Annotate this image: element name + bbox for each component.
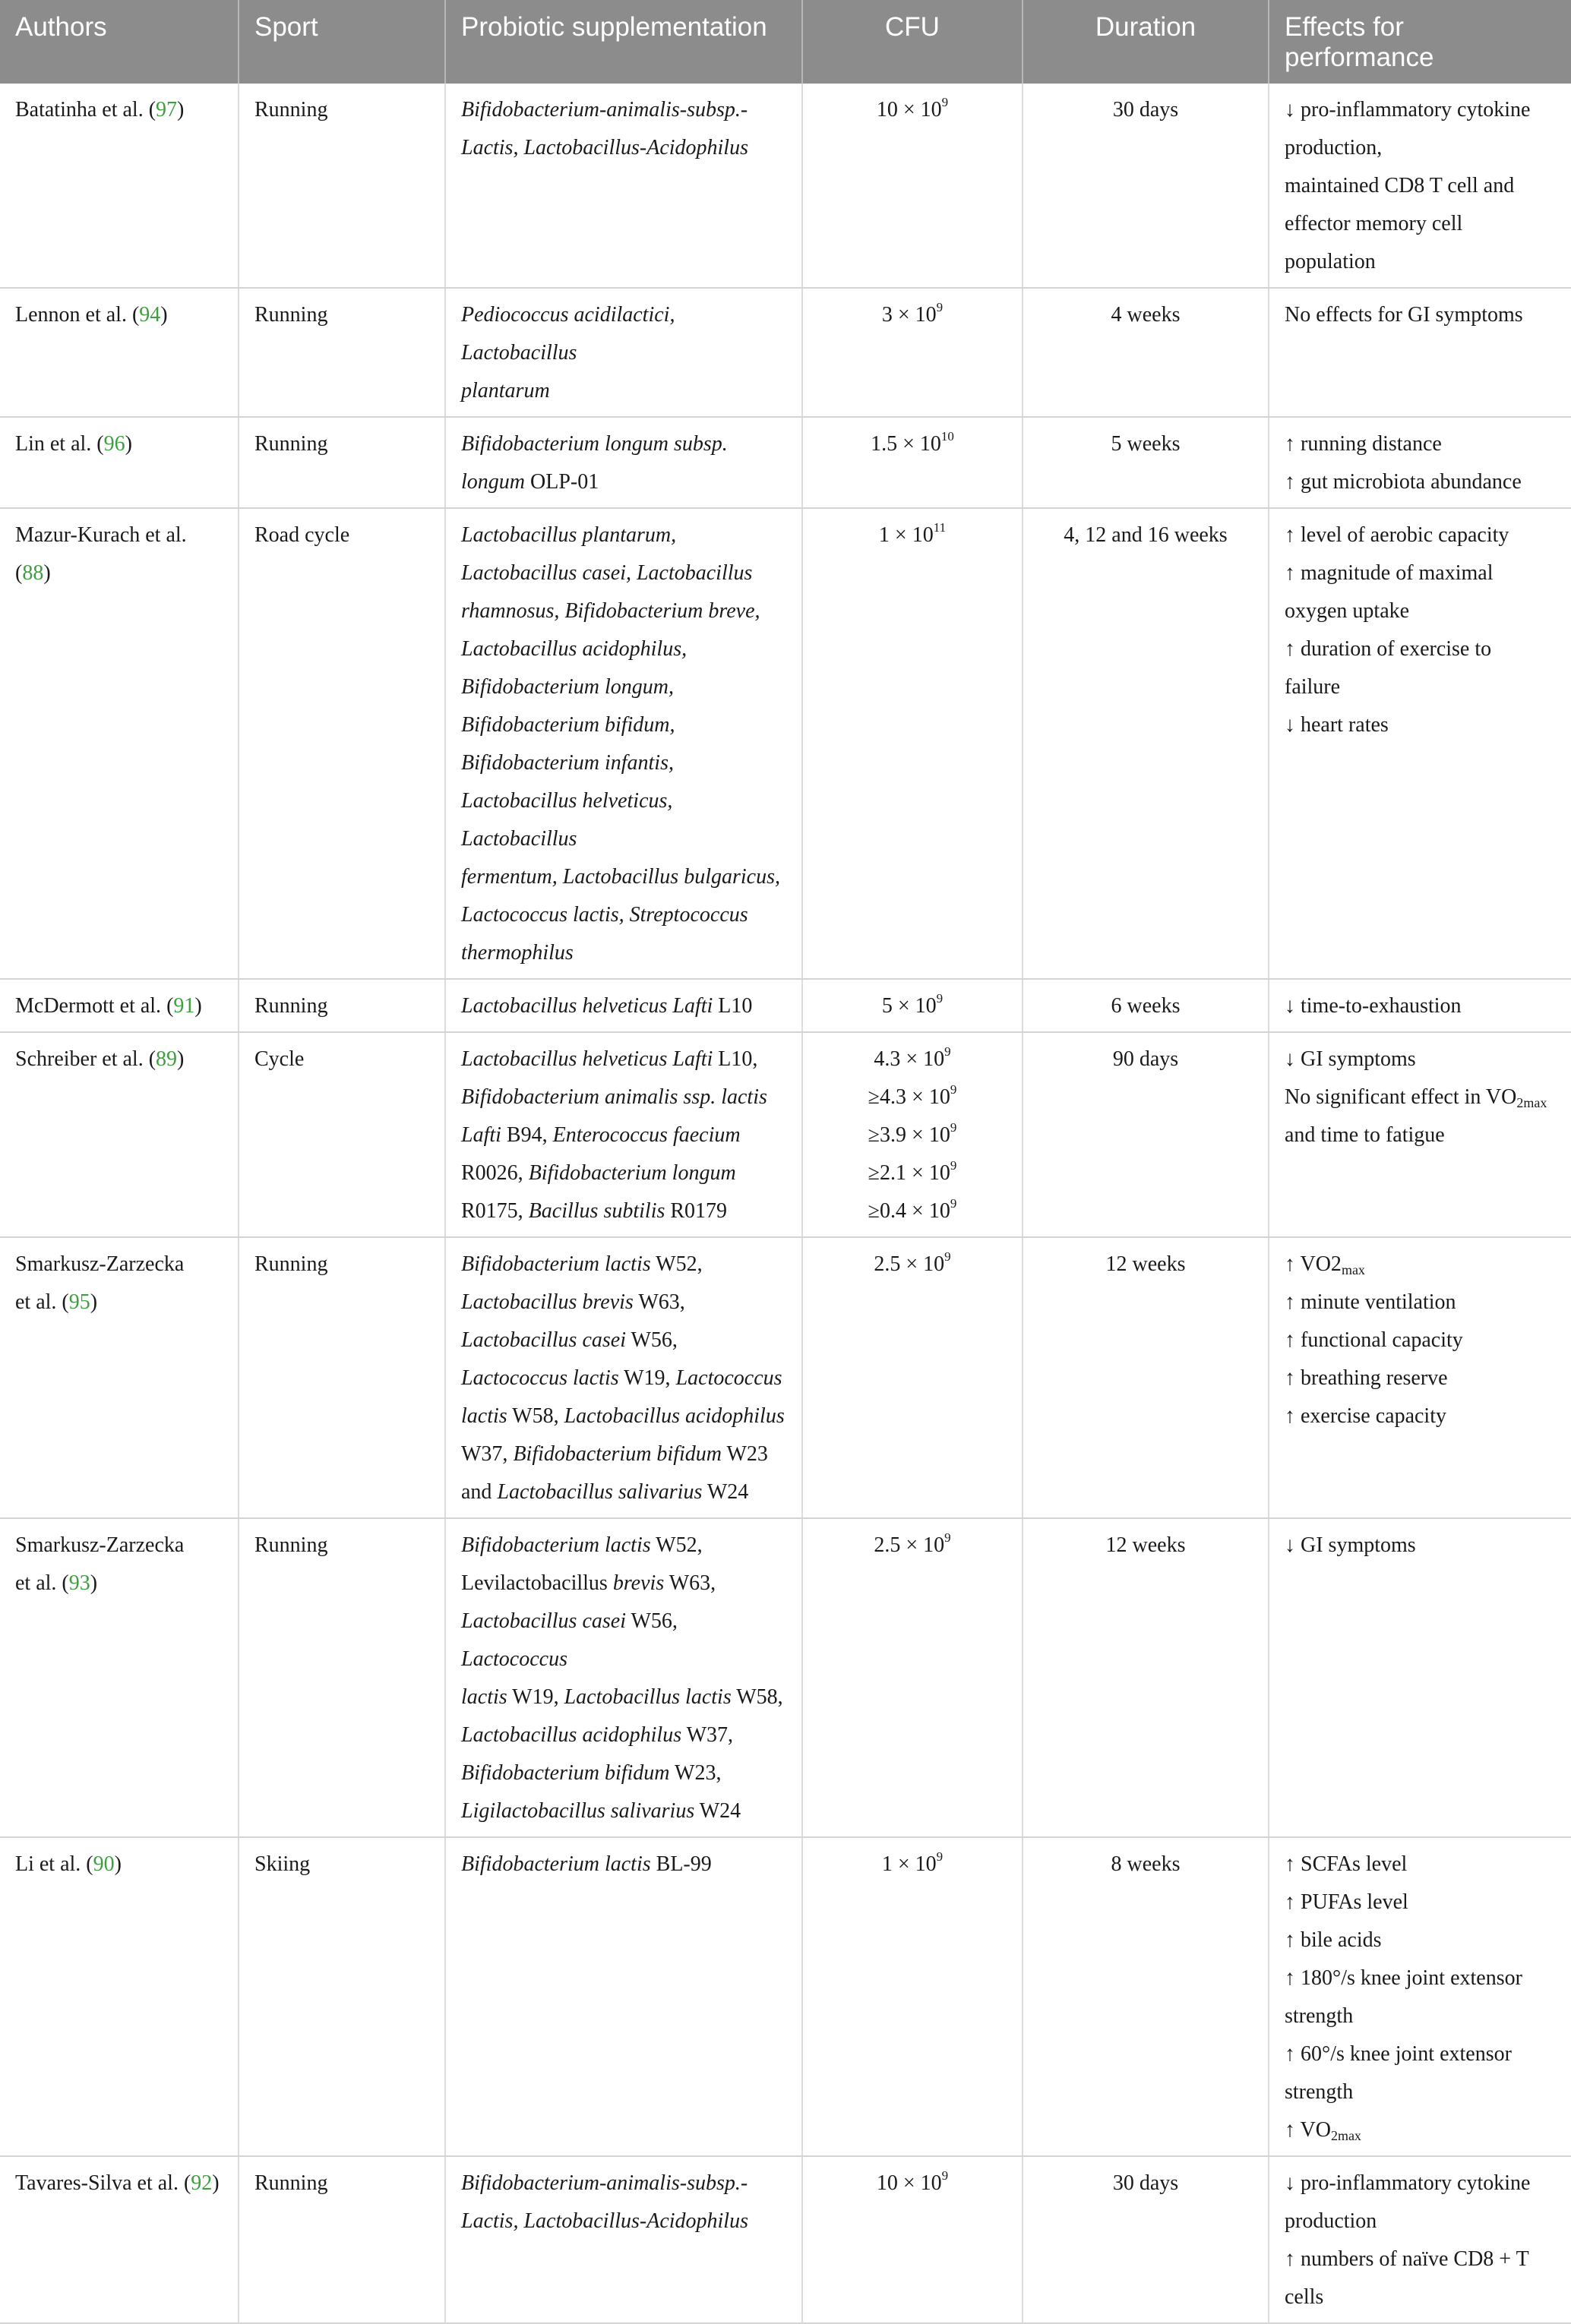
probiotic-text: Lactobacillus acidophilus [461,1723,682,1747]
author-name: Lennon et al. [15,303,127,327]
probiotic-text: Lactobacillus helveticus Lafti [461,1047,713,1071]
cfu-exponent: 9 [936,1849,944,1864]
cell-cfu [802,2156,1023,2323]
cfu-base: 3 × 10 [881,303,937,327]
probiotic-text: Lactobacillus brevis [461,1290,634,1314]
cell-probiotic [445,1518,802,1837]
cell-cfu [802,1518,1023,1837]
strain-code: W24 [706,1480,749,1504]
genus-text: Levilactobacillus [461,1571,608,1595]
probiotic-text: Bifidobacterium longum [528,1161,736,1185]
strain-code: BL-99 [656,1852,712,1876]
header-duration: Duration [1023,0,1269,84]
effect-line: strength [1285,2004,1354,2028]
cell-duration: 30 days [1023,2156,1269,2323]
probiotic-text: Lactococcus lactis, Streptococcus [461,903,748,927]
probiotic-text: Lactobacillus casei, Lactobacillus [461,561,753,585]
probiotic-text: lactis [461,1404,507,1428]
author-name-cont: et al. ( [15,1290,69,1314]
paren-open: ( [15,561,23,585]
probiotic-text: Lactobacillus salivarius [497,1480,703,1504]
cell-probiotic [445,417,802,508]
probiotic-text: Lactobacillus acidophilus [564,1404,785,1428]
cfu-exponent: 9 [941,2168,949,2183]
probiotic-text: Lactococcus [461,1647,567,1671]
cfu-exponent: 9 [936,300,944,314]
probiotic-text: rhamnosus, Bifidobacterium breve, [461,599,760,623]
cell-effects [1269,84,1571,288]
table-row [0,288,1571,417]
cell-sport: Running [239,1518,445,1837]
effect-line: maintained CD8 T cell and [1285,174,1515,197]
reference-link[interactable]: 88 [22,561,44,585]
cell-effects [1269,979,1571,1032]
cfu-base: ≥4.3 × 10 [868,1085,950,1109]
strain-code: B94, [506,1123,548,1147]
cfu-exponent: 9 [950,1082,957,1097]
probiotic-text: Bifidobacterium lactis [461,1533,651,1557]
effect-line: ↓ heart rates [1285,713,1389,737]
cell-probiotic [445,2156,802,2323]
probiotic-text: Bifidobacterium bifidum [513,1442,722,1466]
table-row [0,1237,1571,1518]
cell-duration: 12 weeks [1023,1237,1269,1518]
cell-cfu [802,1032,1023,1237]
table-row [0,1837,1571,2156]
cell-sport: Running [239,2156,445,2323]
cell-author: Li et al. (90) [0,1837,239,2156]
cell-author [0,1237,239,1518]
effect-line: ↑ VO2 [1285,1252,1342,1276]
probiotic-text: lactis [461,1685,507,1709]
header-probiotic: Probiotic supplementation [445,0,802,84]
strain-code: W63, [669,1571,716,1595]
effect-line: oxygen uptake [1285,599,1410,623]
conjunction: and [461,1480,492,1504]
reference-link[interactable]: 95 [68,1290,90,1314]
effect-line: ↓ pro-inflammatory cytokine [1285,2171,1531,2195]
cell-sport: Road cycle [239,508,445,979]
strain-code: R0179 [670,1199,728,1223]
strain-code: W56, [631,1328,678,1352]
effect-line: cells [1285,2285,1324,2309]
cell-effects [1269,1032,1571,1237]
cell-probiotic [445,1032,802,1237]
cell-author: Lin et al. (96) [0,417,239,508]
strain-code: W58, [512,1404,559,1428]
cell-sport: Cycle [239,1032,445,1237]
probiotic-text: Pediococcus acidilactici, Lactobacillus [461,303,675,365]
cell-cfu [802,1237,1023,1518]
probiotic-text: Bifidobacterium-animalis-subsp.- [461,2171,748,2195]
cfu-base: 5 × 10 [881,994,937,1018]
table-row [0,84,1571,288]
cfu-base: 2.5 × 10 [874,1533,945,1557]
strain-code: L10, [718,1047,758,1071]
probiotic-text: Lactobacillus helveticus Lafti [461,994,713,1018]
cell-author [0,1518,239,1837]
cell-author: McDermott et al. (91) [0,979,239,1032]
cfu-base: ≥0.4 × 10 [868,1199,950,1223]
effect-line: and time to fatigue [1285,1123,1445,1147]
cell-sport: Running [239,1237,445,1518]
cell-cfu [802,84,1023,288]
reference-link[interactable]: 92 [191,2171,213,2195]
cfu-base: 2.5 × 10 [874,1252,945,1276]
author-name: Smarkusz-Zarzecka [15,1252,185,1276]
effect-line: ↑ 60°/s knee joint extensor [1285,2042,1512,2066]
cfu-exponent: 11 [933,520,947,535]
cell-author: Tavares-Silva et al. (92) [0,2156,239,2323]
cell-duration: 8 weeks [1023,1837,1269,2156]
strain-code: W56, [631,1609,678,1633]
cfu-exponent: 9 [950,1196,957,1211]
cell-duration: 12 weeks [1023,1518,1269,1837]
effect-line: effector memory cell [1285,212,1463,235]
table-row [0,1032,1571,1237]
effect-line: production, [1285,136,1383,159]
probiotic-text: Enterococcus faecium [552,1123,741,1147]
author-name: Mazur-Kurach et al. [15,523,187,547]
probiotic-text: Lactobacillus casei [461,1328,626,1352]
probiotic-text: Lactobacillus lactis [564,1685,732,1709]
cell-effects [1269,1237,1571,1518]
probiotic-text: brevis [612,1571,665,1595]
effect-line: ↑ PUFAs level [1285,1890,1408,1914]
strain-code: R0026, [461,1161,523,1185]
cfu-base: 1.5 × 10 [871,432,941,456]
effect-line: ↑ bile acids [1285,1928,1382,1952]
header-row [0,0,1571,84]
cell-sport: Running [239,417,445,508]
paren-close: ) [90,1290,98,1314]
probiotic-text: Bifidobacterium bifidum, [461,713,675,737]
author-name: Tavares-Silva et al. [15,2171,179,2195]
cell-effects [1269,288,1571,417]
cell-cfu [802,1837,1023,2156]
table-body [0,84,1571,2323]
effect-line: ↑ minute ventilation [1285,1290,1456,1314]
reference-link[interactable]: 90 [93,1852,115,1876]
effect-line: No effects for GI symptoms [1285,303,1523,327]
cell-effects [1269,2156,1571,2323]
strain-code: W52, [656,1252,703,1276]
cfu-base: ≥2.1 × 10 [868,1161,950,1185]
probiotic-text: thermophilus [461,941,574,965]
reference-link[interactable]: 93 [68,1571,90,1595]
effect-line: strength [1285,2080,1354,2104]
cell-cfu [802,288,1023,417]
strain-code: W23 [726,1442,768,1466]
effect-subscript: max [1341,1262,1365,1277]
cfu-base: 4.3 × 10 [874,1047,945,1071]
effect-line: ↑ breathing reserve [1285,1366,1448,1390]
cell-effects [1269,1518,1571,1837]
strain-code: W52, [656,1533,703,1557]
cell-probiotic [445,979,802,1032]
cfu-exponent: 10 [940,429,954,444]
probiotic-text: Lactococcus [675,1366,782,1390]
effect-subscript: 2max [1330,2128,1361,2143]
table-row [0,1518,1571,1837]
probiotic-text: Lactis, Lactobacillus-Acidophilus [461,2209,748,2233]
probiotic-text: Bifidobacterium longum, [461,675,674,699]
cell-author: Batatinha et al. (97) [0,84,239,288]
effect-line: production [1285,2209,1377,2233]
effect-line: ↑ gut microbiota abundance [1285,470,1522,494]
probiotic-text: Bifidobacterium longum subsp. [461,432,728,456]
probiotic-text: Lactobacillus casei [461,1609,626,1633]
effect-line: ↑ running distance [1285,432,1442,456]
strain-code: W24 [699,1799,741,1823]
probiotic-text: Lactobacillus acidophilus, [461,637,688,661]
effect-line: ↑ functional capacity [1285,1328,1463,1352]
strain-code: W19, [512,1685,559,1709]
cell-probiotic [445,84,802,288]
effect-line: ↑ magnitude of maximal [1285,561,1494,585]
cfu-exponent: 9 [944,1044,951,1059]
cell-author: Lennon et al. (94) [0,288,239,417]
probiotic-text: Bifidobacterium bifidum [461,1761,670,1785]
effect-line: failure [1285,675,1341,699]
cfu-base: 10 × 10 [876,2171,942,2195]
effect-line: ↓ GI symptoms [1285,1533,1416,1557]
cfu-exponent: 9 [950,1120,957,1135]
effect-line: ↓ GI symptoms [1285,1047,1416,1071]
cell-sport: Running [239,84,445,288]
author-name: Li et al. [15,1852,81,1876]
cell-sport: Running [239,288,445,417]
table-row [0,979,1571,1032]
table-row [0,417,1571,508]
cfu-exponent: 9 [944,1530,951,1545]
probiotic-text: Ligilactobacillus salivarius [461,1799,695,1823]
effect-line: ↑ exercise capacity [1285,1404,1446,1428]
strain-code: L10 [718,994,753,1018]
cfu-base: 1 × 10 [881,1852,937,1876]
header-effects: Effects for performance [1269,0,1571,84]
strain-code: W23, [675,1761,722,1785]
cell-duration: 30 days [1023,84,1269,288]
effect-line: population [1285,250,1376,273]
cell-probiotic [445,1837,802,2156]
cell-author: Schreiber et al. (89) [0,1032,239,1237]
author-name: Batatinha et al. [15,98,144,122]
cell-duration: 4 weeks [1023,288,1269,417]
reference-link[interactable]: 94 [139,303,161,327]
cfu-base: 10 × 10 [876,98,942,122]
cfu-exponent: 9 [941,95,949,109]
strain-code: W19, [624,1366,671,1390]
effect-line: ↑ 180°/s knee joint extensor [1285,1966,1522,1990]
effect-line: No significant effect in VO [1285,1085,1517,1109]
table-row [0,2156,1571,2323]
probiotic-text: Lactococcus lactis [461,1366,619,1390]
effect-line: ↑ SCFAs level [1285,1852,1408,1876]
probiotic-text: fermentum, Lactobacillus bulgaricus, [461,865,780,889]
cell-duration: 6 weeks [1023,979,1269,1032]
reference-link[interactable]: 97 [156,98,178,122]
probiotic-text: Lafti [461,1123,501,1147]
author-name: McDermott et al. [15,994,162,1018]
probiotic-text: Lactobacillus plantarum, [461,523,677,547]
cfu-base: 1 × 10 [878,523,934,547]
author-name: Smarkusz-Zarzecka [15,1533,185,1557]
table-header [0,0,1571,84]
table-row [0,508,1571,979]
effect-line: ↓ pro-inflammatory cytokine [1285,98,1531,122]
probiotic-text: Bifidobacterium-animalis-subsp.- [461,98,748,122]
effect-line: ↑ duration of exercise to [1285,637,1492,661]
cfu-base: ≥3.9 × 10 [868,1123,950,1147]
paren-close: ) [43,561,51,585]
author-name: Schreiber et al. [15,1047,144,1071]
cell-author [0,508,239,979]
probiotic-text: Bifidobacterium infantis, [461,751,674,775]
probiotic-text: Lactis, Lactobacillus-Acidophilus [461,136,748,159]
cell-effects [1269,508,1571,979]
probiotic-text: Bifidobacterium animalis ssp. lactis [461,1085,767,1109]
strain-code: OLP-01 [530,470,599,494]
author-name: Lin et al. [15,432,92,456]
reference-link[interactable]: 89 [156,1047,178,1071]
cell-cfu [802,508,1023,979]
cell-sport: Skiing [239,1837,445,2156]
cell-sport: Running [239,979,445,1032]
reference-link[interactable]: 96 [103,432,125,456]
probiotic-text: Lactobacillus helveticus, Lactobacillus [461,789,673,851]
strain-code: W58, [736,1685,783,1709]
probiotic-text: longum [461,470,525,494]
author-name-cont: et al. ( [15,1571,69,1595]
effect-line: ↓ time-to-exhaustion [1285,994,1462,1018]
cell-cfu [802,417,1023,508]
probiotic-text: plantarum [461,379,550,403]
strain-code: W63, [638,1290,685,1314]
effect-subscript: 2max [1516,1095,1547,1110]
cfu-exponent: 9 [944,1249,951,1264]
cell-effects [1269,1837,1571,2156]
effect-line: ↑ numbers of naïve CD8 + T [1285,2247,1529,2271]
probiotic-text: Bifidobacterium lactis [461,1252,651,1276]
strain-code: W37, [461,1442,508,1466]
strain-code: R0175, [461,1199,523,1223]
cell-effects [1269,417,1571,508]
cfu-exponent: 9 [936,991,944,1006]
header-sport: Sport [239,0,445,84]
header-cfu: CFU [802,0,1023,84]
reference-link[interactable]: 91 [173,994,195,1018]
cfu-exponent: 9 [950,1158,957,1173]
cell-duration: 4, 12 and 16 weeks [1023,508,1269,979]
cell-probiotic [445,288,802,417]
cell-duration: 90 days [1023,1032,1269,1237]
paren-close: ) [90,1571,98,1595]
cell-duration: 5 weeks [1023,417,1269,508]
cell-probiotic [445,508,802,979]
effect-line: ↑ level of aerobic capacity [1285,523,1509,547]
strain-code: W37, [686,1723,734,1747]
probiotic-text: Bifidobacterium lactis [461,1852,651,1876]
cell-cfu [802,979,1023,1032]
probiotic-text: Bacillus subtilis [528,1199,665,1223]
effect-line: ↑ VO [1285,2118,1331,2142]
header-authors: Authors [0,0,239,84]
cell-probiotic [445,1237,802,1518]
